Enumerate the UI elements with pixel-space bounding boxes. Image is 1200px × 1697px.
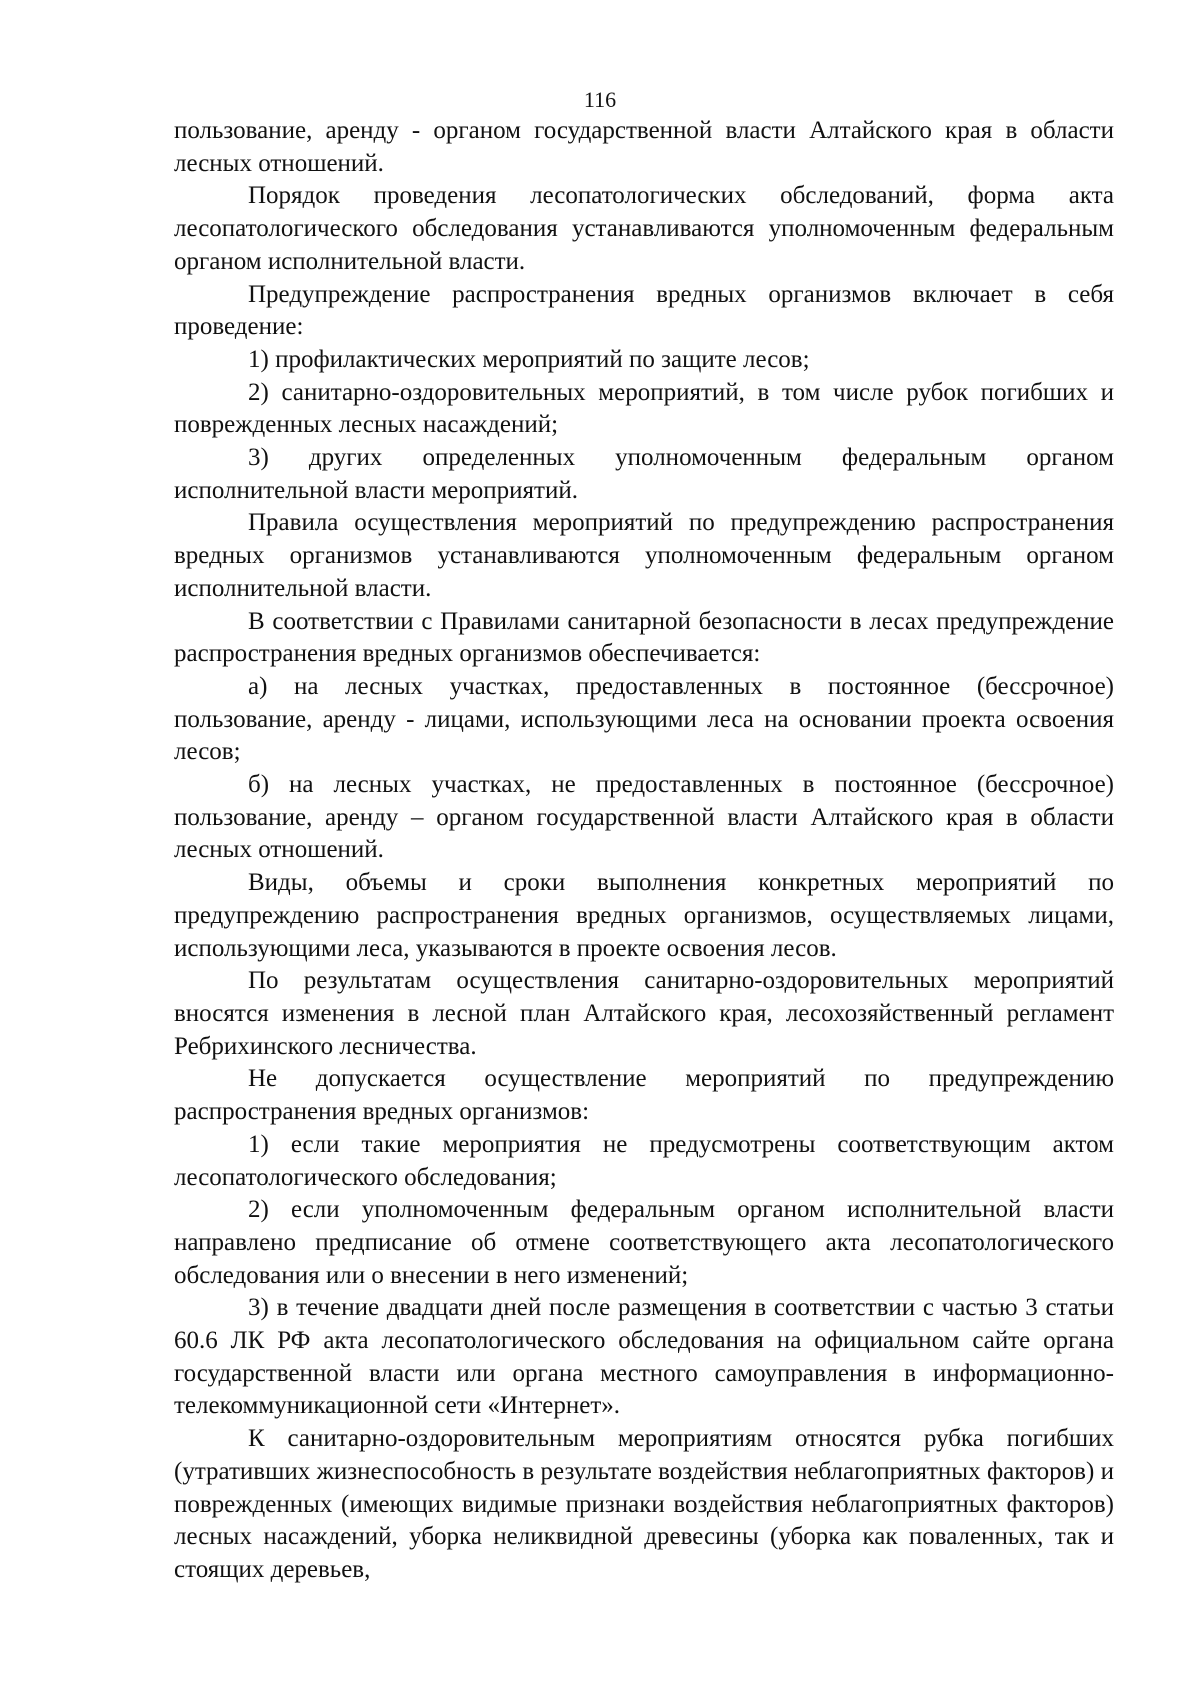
list-item-2: 2) санитарно-оздоровительных мероприятий, в том числе рубок погибших и поврежденных лесных насаждений; xyxy=(174,378,1114,439)
paragraph-3: Предупреждение распространения вредных организмов включает в себя проведение: xyxy=(174,280,1114,341)
paragraph-4: Правила осуществления мероприятий по предупреждению распространения вредных организмов устанавливаются уполномоченным федеральным органом исполнительной власти. xyxy=(174,509,1114,602)
paragraph-5: В соответствии с Правилами санитарной безопасности в лесах предупреждение распространения вредных организмов обеспечивается: xyxy=(174,607,1114,668)
page-number: 116 xyxy=(583,87,617,112)
list-item-6: 3) в течение двадцати дней после размещения в соответствии с частью 3 статьи 60.6 ЛК РФ акта лесопатологического обследования на официальном сайте органа государственной власти или органа местного самоуправления в информационно-телекоммуникационной сети «Интернет». xyxy=(174,1294,1114,1420)
list-item-b: б) на лесных участках, не предоставленных в постоянное (бессрочное) пользование, аренду – органом государственной власти Алтайского края в области лесных отношений. xyxy=(174,771,1114,864)
list-item-4: 1) если такие мероприятия не предусмотрены соответствующим актом лесопатологического обследования; xyxy=(174,1130,1114,1191)
paragraph-7: По результатам осуществления санитарно-оздоровительных мероприятий вносятся изменения в лесной план Алтайского края, лесохозяйственный регламент Ребрихинского лесничества. xyxy=(174,967,1114,1060)
document-body xyxy=(174,115,1114,1587)
paragraph-8: Не допускается осуществление мероприятий по предупреждению распространения вредных организмов: xyxy=(174,1065,1114,1126)
list-item-1: 1) профилактических мероприятий по защите лесов; xyxy=(248,345,810,373)
paragraph-2: Порядок проведения лесопатологических обследований, форма акта лесопатологического обследования устанавливаются уполномоченным федеральным органом исполнительной власти. xyxy=(174,182,1114,275)
list-item-3: 3) других определенных уполномоченным федеральным органом исполнительной власти мероприятий. xyxy=(174,444,1114,504)
paragraph-9: К санитарно-оздоровительным мероприятиям относятся рубка погибших (утративших жизнеспособность в результате воздействия неблагоприятных факторов) и поврежденных (имеющих видимые признаки воздействия неблагоприятных факторов) лесных насаждений, уборка неликвидной древесины (уборка как поваленных, так и стоящих деревьев, xyxy=(174,1425,1114,1583)
list-item-5: 2) если уполномоченным федеральным органом исполнительной власти направлено предписание об отмене соответствующего акта лесопатологического обследования или о внесении в него изменений; xyxy=(174,1196,1114,1289)
paragraph-1: пользование, аренду - органом государственной власти Алтайского края в области лесных отношений. xyxy=(174,117,1114,177)
list-item-a: а) на лесных участках, предоставленных в постоянное (бессрочное) пользование, аренду - лицами, использующими леса на основании проекта освоения лесов; xyxy=(174,672,1114,766)
paragraph-6: Виды, объемы и сроки выполнения конкретных мероприятий по предупреждению распространения вредных организмов, осуществляемых лицами, использующими леса, указываются в проекте освоения лесов. xyxy=(174,869,1114,962)
